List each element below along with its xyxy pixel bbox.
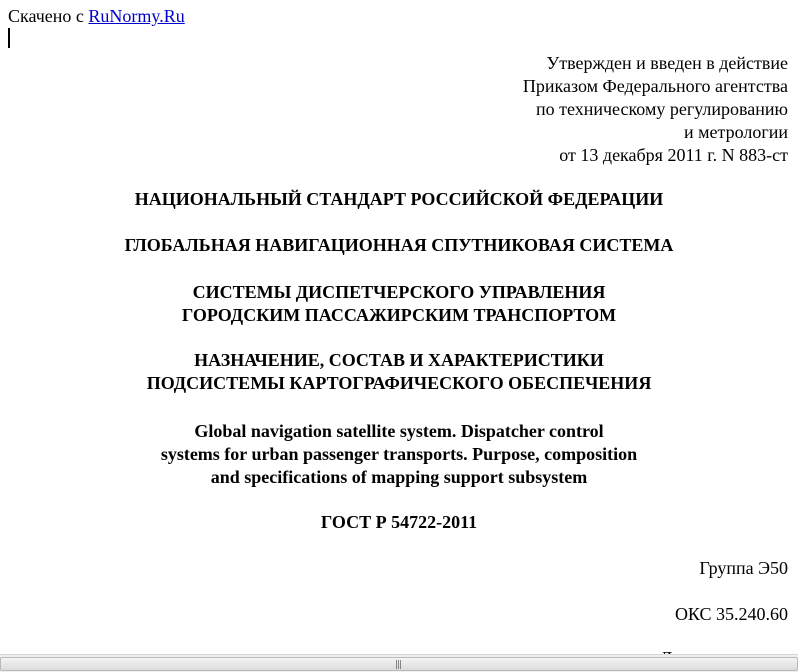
grip-icon: ||| bbox=[395, 660, 402, 670]
approval-line: Приказом Федерального агентства bbox=[522, 76, 788, 96]
approval-block bbox=[523, 52, 788, 167]
control-systems-title bbox=[0, 281, 798, 327]
approval-line: и метрологии bbox=[684, 122, 788, 142]
standard-title-text: НАЦИОНАЛЬНЫЙ СТАНДАРТ РОССИЙСКОЙ ФЕДЕРАЦИИ bbox=[134, 189, 664, 209]
oks-code: ОКС 35.240.60 bbox=[674, 604, 788, 624]
english-title-line: and specifications of mapping support subsystem bbox=[210, 467, 588, 487]
english-title bbox=[0, 420, 798, 489]
purpose-title bbox=[0, 349, 798, 395]
text-cursor bbox=[8, 28, 10, 48]
group-code: Группа Э50 bbox=[699, 558, 788, 578]
horizontal-scrollbar[interactable] bbox=[0, 654, 798, 672]
purpose-line: ПОДСИСТЕМЫ КАРТОГРАФИЧЕСКОГО ОБЕСПЕЧЕНИЯ bbox=[146, 373, 652, 393]
approval-line: от 13 декабря 2011 г. N 883-ст bbox=[559, 145, 788, 165]
scrollbar-thumb[interactable] bbox=[0, 657, 798, 671]
approval-line: Утвержден и введен в действие bbox=[546, 53, 788, 73]
approval-line: по техническому регулированию bbox=[535, 99, 788, 119]
control-systems-line: ГОРОДСКИМ ПАССАЖИРСКИМ ТРАНСПОРТОМ bbox=[181, 305, 617, 325]
english-title-line: Global navigation satellite system. Dispatcher control bbox=[194, 421, 604, 441]
source-prefix: Скачено с bbox=[8, 6, 89, 26]
runormy-link[interactable]: RuNormy.Ru bbox=[88, 6, 185, 26]
standard-number-text: ГОСТ Р 54722-2011 bbox=[320, 512, 478, 532]
control-systems-line: СИСТЕМЫ ДИСПЕТЧЕРСКОГО УПРАВЛЕНИЯ bbox=[192, 282, 606, 302]
standard-number bbox=[0, 511, 798, 534]
system-title bbox=[0, 234, 798, 257]
source-line bbox=[8, 6, 185, 26]
english-title-line: systems for urban passenger transports. Purpose, composition bbox=[160, 444, 638, 464]
standard-title bbox=[0, 188, 798, 211]
purpose-line: НАЗНАЧЕНИЕ, СОСТАВ И ХАРАКТЕРИСТИКИ bbox=[194, 350, 604, 370]
system-title-text: ГЛОБАЛЬНАЯ НАВИГАЦИОННАЯ СПУТНИКОВАЯ СИСТЕМА bbox=[124, 235, 674, 255]
